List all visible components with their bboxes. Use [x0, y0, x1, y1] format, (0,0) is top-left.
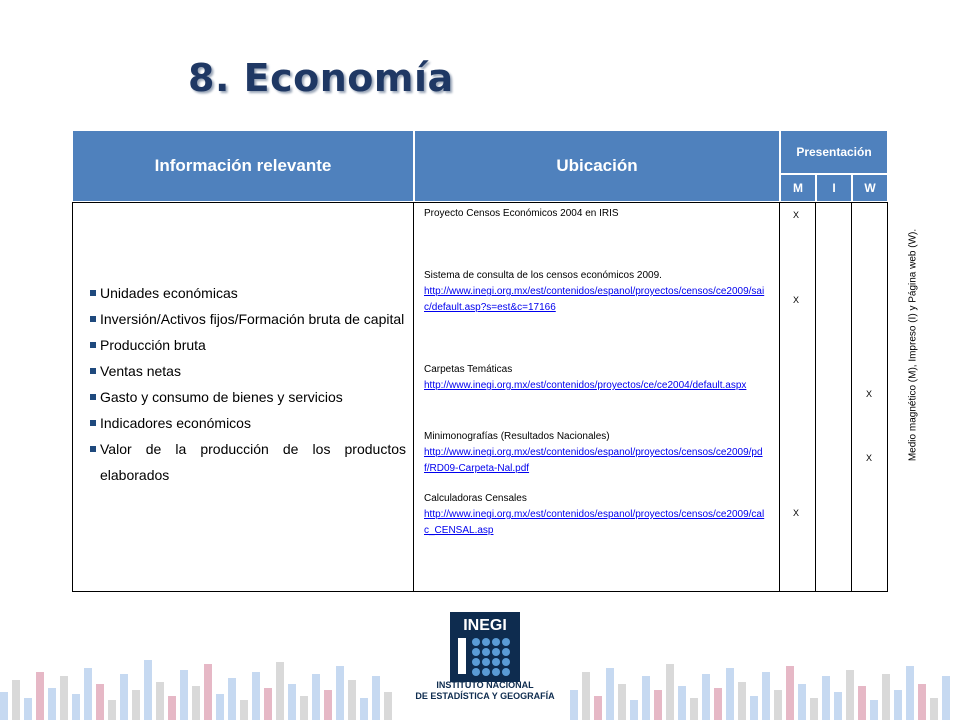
- list-item: Unidades económicas: [88, 280, 406, 306]
- ubicacion-text: Carpetas Temáticas: [424, 364, 513, 375]
- header-informacion: Información relevante: [72, 130, 414, 202]
- divider: [851, 202, 852, 592]
- ubicacion-entry: [424, 491, 766, 539]
- slide-title: 8. Economía: [188, 56, 454, 100]
- ubicacion-link[interactable]: http://www.inegi.org.mx/est/contenidos/espanol/proyectos/censos/ce2009/saic/default.asp?s=est&c=17166: [424, 286, 765, 313]
- inegi-logo-icon: [450, 612, 520, 682]
- logo-line-1: INSTITUTO NACIONAL: [436, 680, 534, 690]
- header-i: I: [816, 174, 852, 202]
- header-m: M: [780, 174, 816, 202]
- ubicacion-text: Proyecto Censos Económicos 2004 en IRIS: [424, 208, 619, 219]
- ubicacion-link[interactable]: http://www.inegi.org.mx/est/contenidos/proyectos/ce/ce2004/default.aspx: [424, 380, 747, 391]
- mark-m: X: [793, 508, 800, 518]
- list-item: Valor de la producción de los productos elaborados: [88, 436, 406, 488]
- presentation-legend: Medio magnético (M), Impreso (I) y Página web (W).: [907, 228, 919, 462]
- ubicacion-entry: [424, 206, 766, 222]
- divider: [779, 202, 780, 592]
- header-presentacion: Presentación: [780, 130, 888, 174]
- ubicacion-entry: [424, 268, 766, 316]
- list-item: Producción bruta: [88, 332, 406, 358]
- header-w: W: [852, 174, 888, 202]
- mark-m: X: [793, 210, 800, 220]
- header-ubicacion: Ubicación: [414, 130, 780, 202]
- mark-w: X: [866, 389, 873, 399]
- logo-line-2: DE ESTADÍSTICA Y GEOGRAFÍA: [415, 691, 555, 701]
- info-list: [88, 280, 406, 488]
- ubicacion-entry: [424, 429, 766, 477]
- ubicacion-link[interactable]: http://www.inegi.org.mx/est/contenidos/espanol/proyectos/censos/ce2009/pdf/RD09-Carpeta-Nal.pdf: [424, 447, 763, 474]
- ubicacion-entry: [424, 362, 766, 394]
- list-item: Ventas netas: [88, 358, 406, 384]
- inegi-logo: [450, 612, 520, 682]
- svg-text:INEGI: INEGI: [463, 617, 507, 634]
- inegi-logo-text: [410, 680, 560, 702]
- list-item: Gasto y consumo de bienes y servicios: [88, 384, 406, 410]
- ubicacion-text: Minimonografías (Resultados Nacionales): [424, 431, 610, 442]
- divider: [413, 202, 414, 592]
- mark-w: X: [866, 453, 873, 463]
- list-item: Indicadores económicos: [88, 410, 406, 436]
- ubicacion-text: Sistema de consulta de los censos económicos 2009.: [424, 270, 662, 281]
- ubicacion-link[interactable]: http://www.inegi.org.mx/est/contenidos/espanol/proyectos/censos/ce2009/calc_CENSAL.asp: [424, 509, 765, 536]
- divider: [815, 202, 816, 592]
- mark-m: X: [793, 295, 800, 305]
- ubicacion-text: Calculadoras Censales: [424, 493, 527, 504]
- list-item: Inversión/Activos fijos/Formación bruta de capital: [88, 306, 406, 332]
